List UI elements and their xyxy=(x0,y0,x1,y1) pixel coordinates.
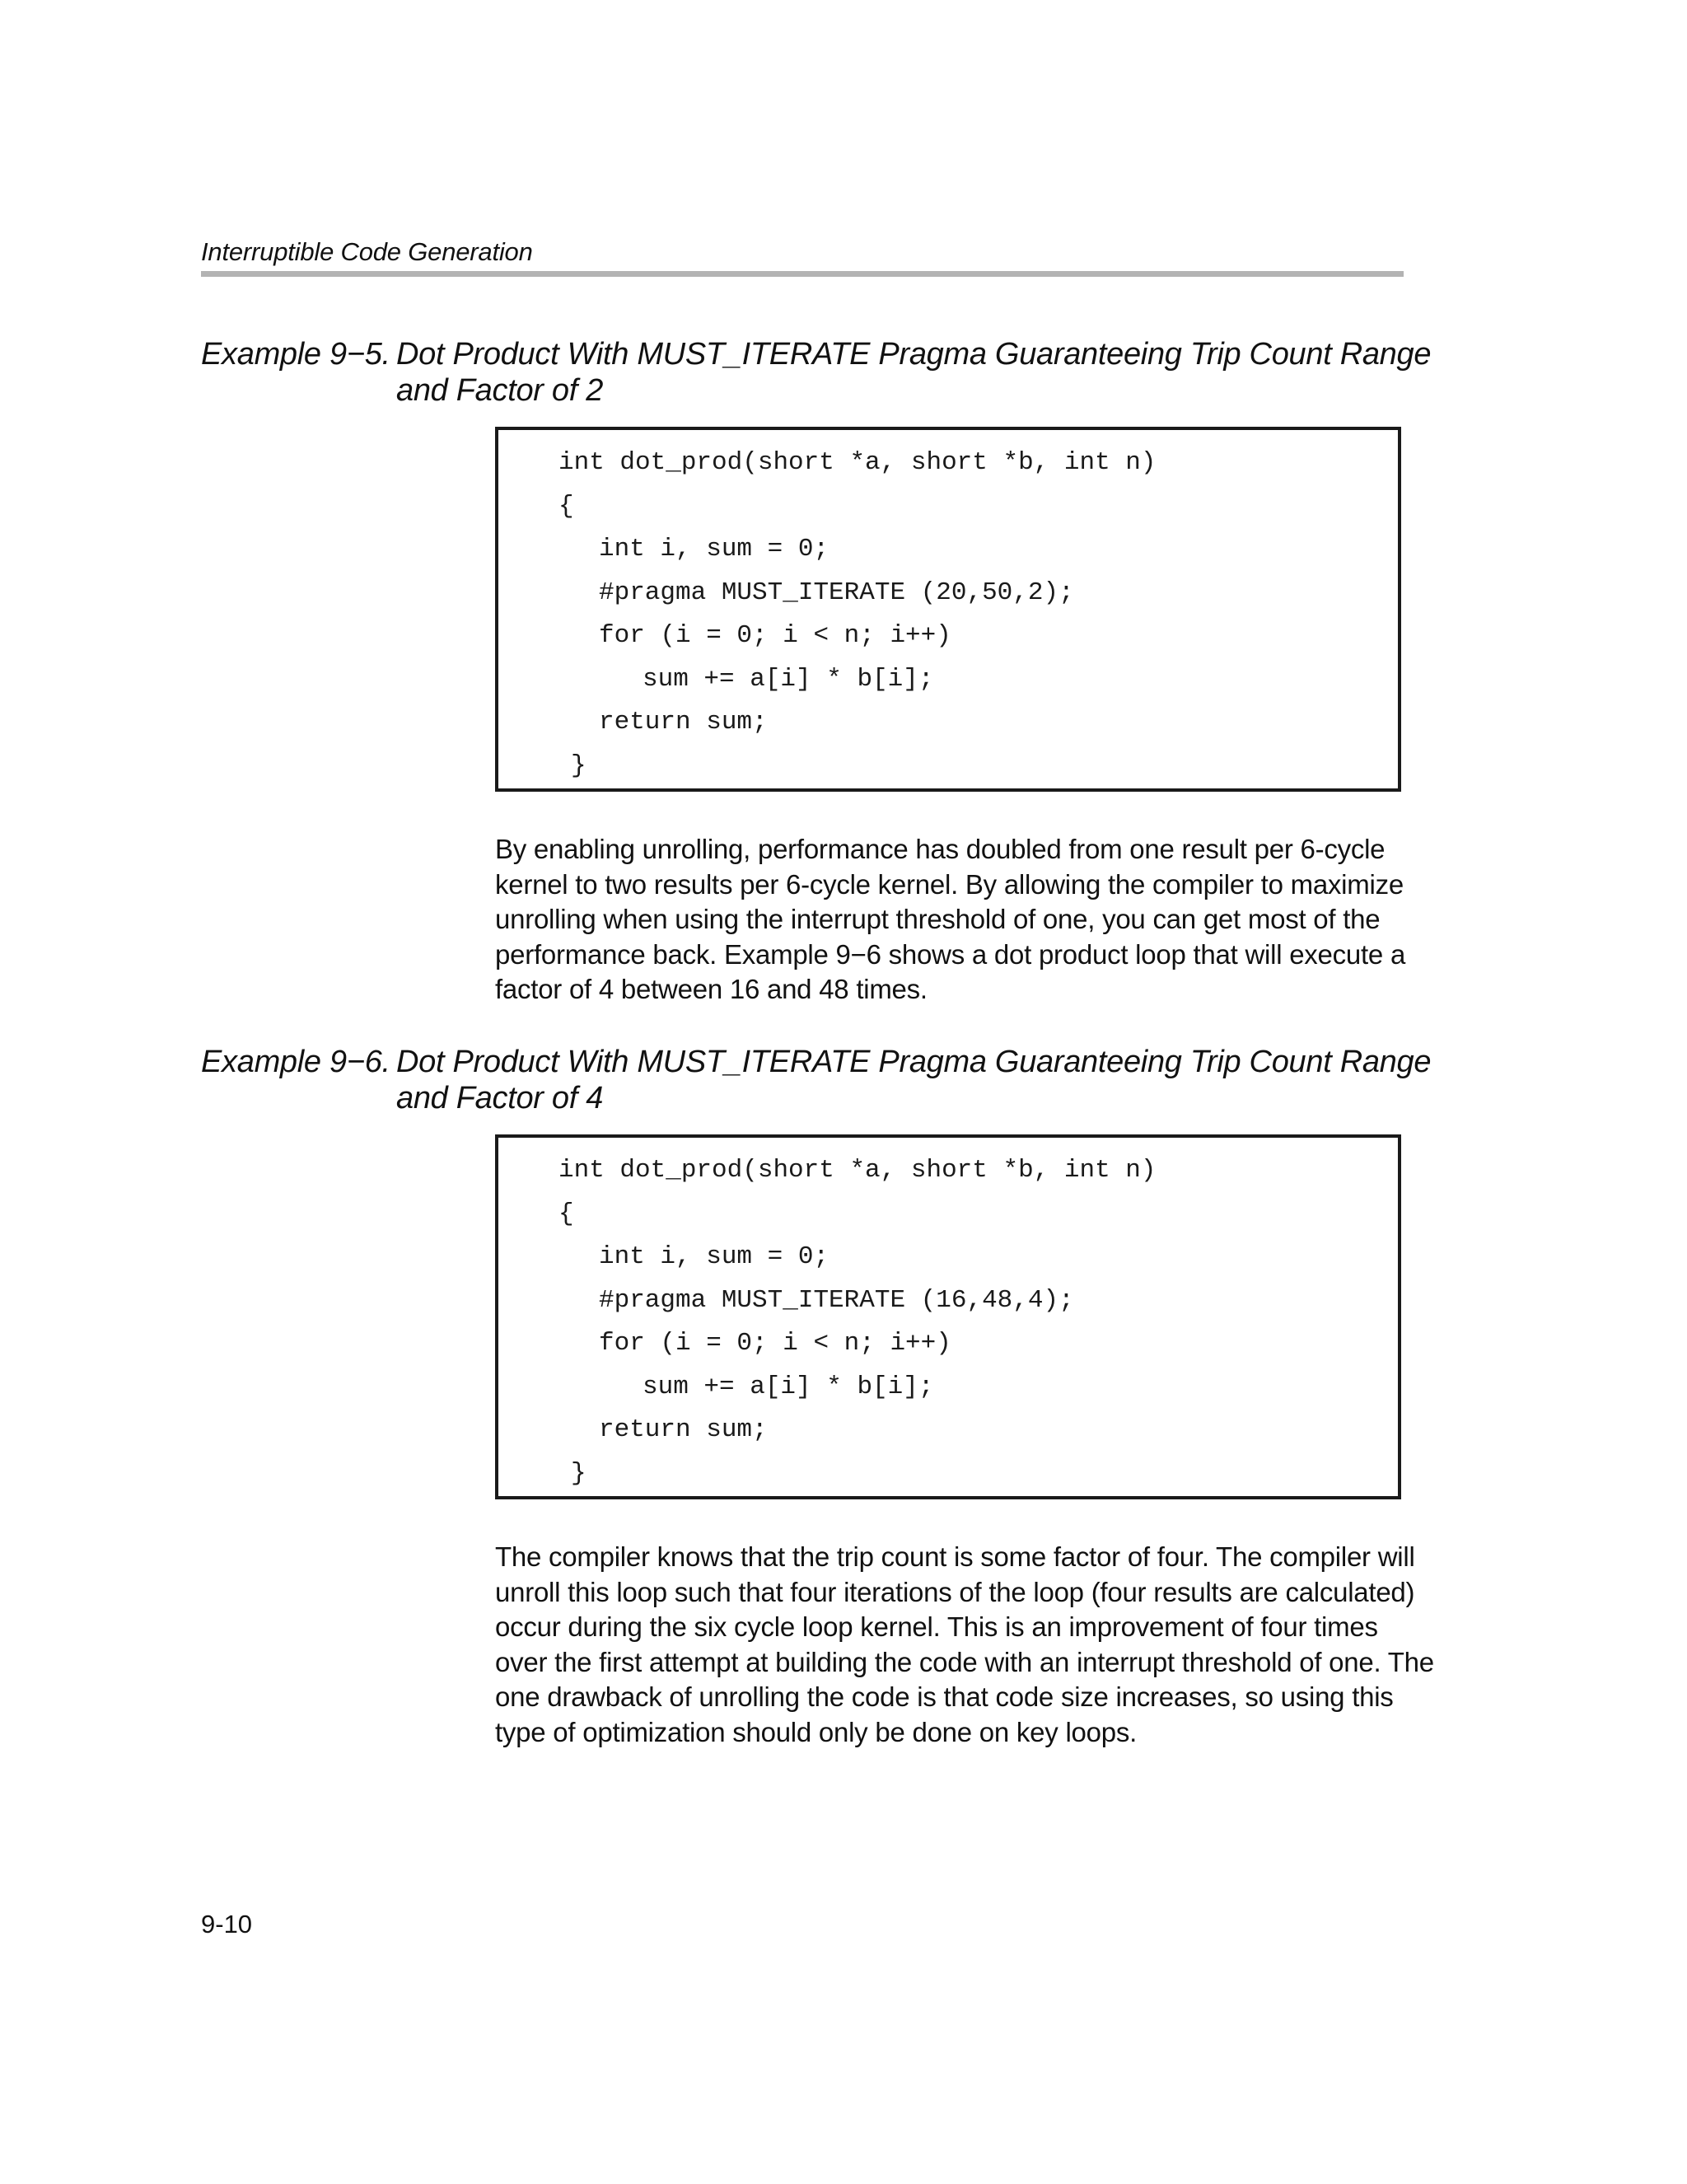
code-block-2 xyxy=(495,1134,1401,1499)
header-rule xyxy=(201,271,1404,277)
body-paragraph-1 xyxy=(495,832,1409,1008)
code-line: #pragma MUST_ITERATE (20,50,2); xyxy=(599,578,1074,607)
body-paragraph-2 xyxy=(495,1540,1434,1750)
paragraph-line: unrolling when using the interrupt threshold of one, you can get most of the xyxy=(495,904,1381,934)
code-line: sum += a[i] * b[i]; xyxy=(643,665,934,694)
paragraph-line: unroll this loop such that four iterations of the loop (four results are calculated) xyxy=(495,1576,1415,1607)
example-title-line: and Factor of 2 xyxy=(396,373,604,408)
code-line: { xyxy=(558,1200,574,1228)
paragraph-line: type of optimization should only be done on key loops. xyxy=(495,1716,1138,1747)
code-line: for (i = 0; i < n; i++) xyxy=(599,1329,951,1358)
example-label: Example 9−5. xyxy=(201,337,390,372)
code-line: for (i = 0; i < n; i++) xyxy=(599,621,951,650)
example-title-line: Dot Product With MUST_ITERATE Pragma Guaranteeing Trip Count Range xyxy=(396,1045,1432,1079)
example-label: Example 9−6. xyxy=(201,1045,390,1079)
page-number: 9-10 xyxy=(201,1910,253,1938)
code-line: int dot_prod(short *a, short *b, int n) xyxy=(558,448,1157,477)
code-line: } xyxy=(571,751,586,780)
code-line: sum += a[i] * b[i]; xyxy=(643,1373,934,1401)
code-line: int i, sum = 0; xyxy=(599,535,829,564)
code-line: } xyxy=(571,1459,586,1488)
paragraph-line: over the first attempt at building the code with an interrupt threshold of one. The xyxy=(495,1646,1434,1677)
code-line: int i, sum = 0; xyxy=(599,1242,829,1271)
example-title-line: Dot Product With MUST_ITERATE Pragma Guaranteeing Trip Count Range xyxy=(396,337,1432,372)
code-line: return sum; xyxy=(599,1415,768,1444)
paragraph-line: one drawback of unrolling the code is that code size increases, so using this xyxy=(495,1681,1394,1712)
code-line: #pragma MUST_ITERATE (16,48,4); xyxy=(599,1286,1074,1315)
paragraph-line: occur during the six cycle loop kernel. This is an improvement of four times xyxy=(495,1611,1378,1642)
running-header: Interruptible Code Generation xyxy=(201,237,533,266)
paragraph-line: kernel to two results per 6-cycle kernel. By allowing the compiler to maximize xyxy=(495,868,1404,900)
code-line: { xyxy=(558,492,574,521)
code-line: int dot_prod(short *a, short *b, int n) xyxy=(558,1156,1157,1185)
example-title-line: and Factor of 4 xyxy=(396,1081,604,1115)
paragraph-line: factor of 4 between 16 and 48 times. xyxy=(495,974,928,1004)
paragraph-line: By enabling unrolling, performance has doubled from one result per 6-cycle xyxy=(495,834,1386,864)
paragraph-line: The compiler knows that the trip count is some factor of four. The compiler will xyxy=(495,1541,1415,1572)
paragraph-line: performance back. Example 9−6 shows a dot product loop that will execute a xyxy=(495,938,1406,970)
example-title xyxy=(396,1044,1432,1116)
code-line: return sum; xyxy=(599,708,768,737)
example-title xyxy=(396,336,1432,409)
code-block-1 xyxy=(495,427,1401,792)
